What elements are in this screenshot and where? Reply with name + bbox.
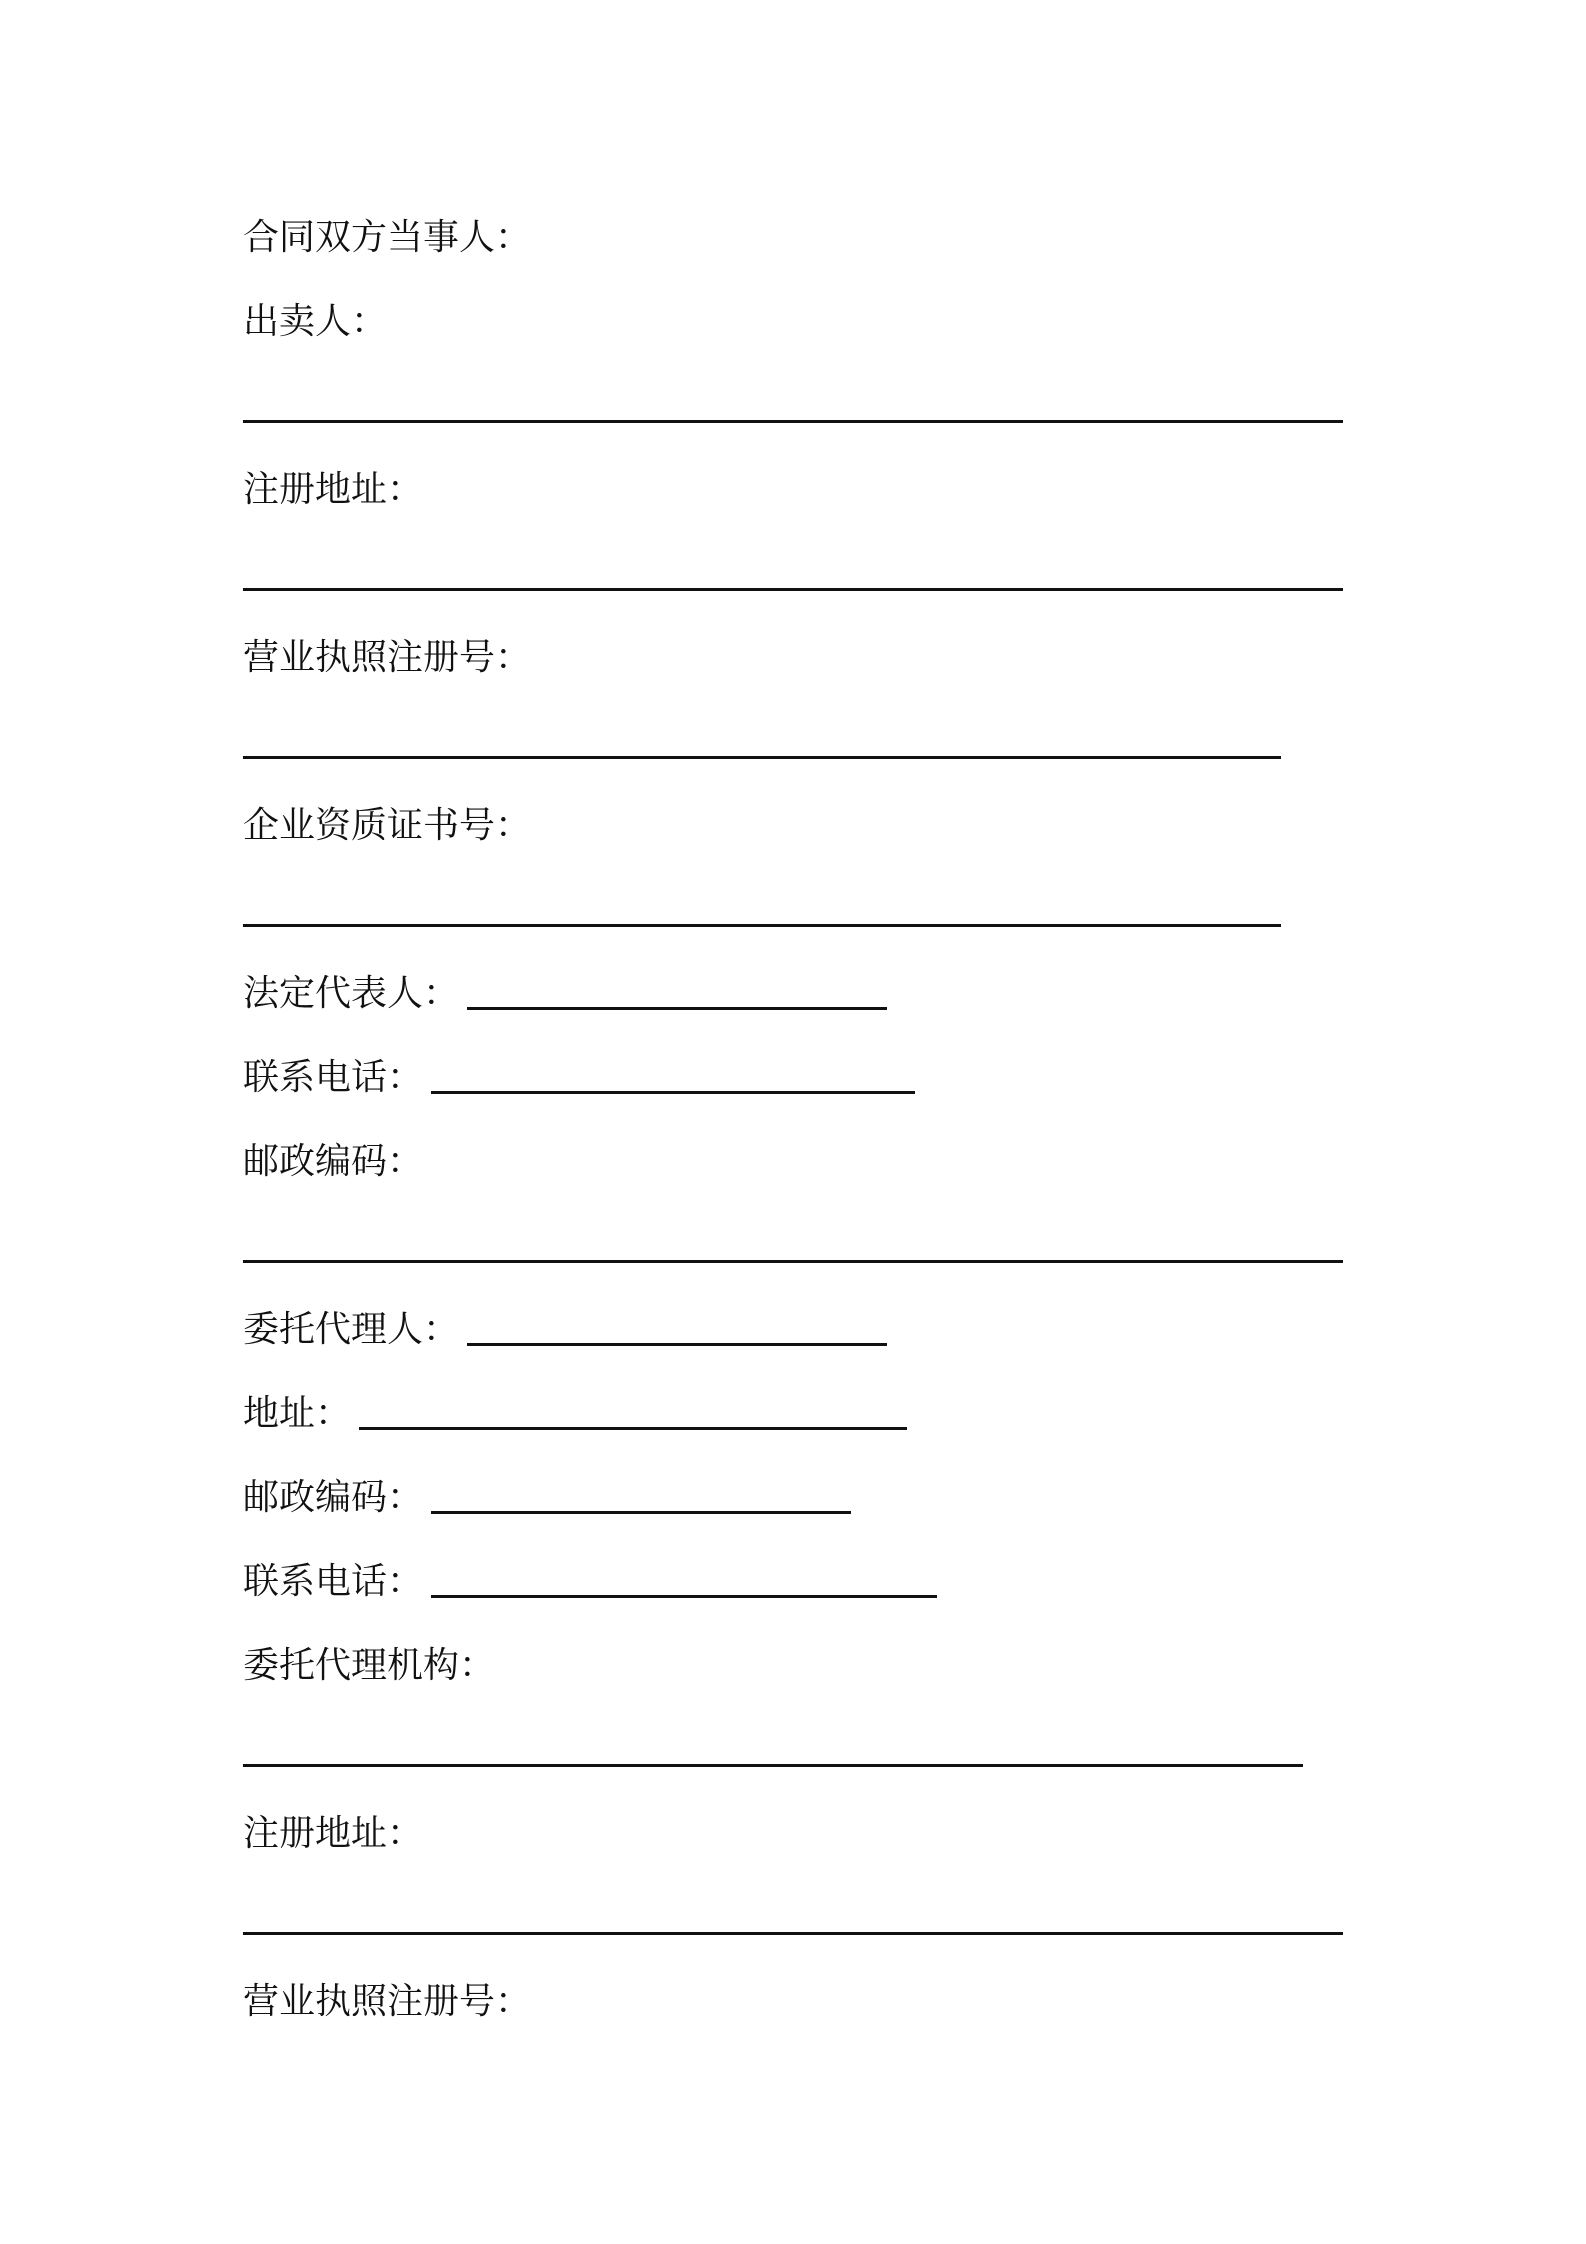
seller-address-row [243, 448, 1343, 532]
seller-phone-label: 联系电话： [243, 1057, 424, 1098]
seller-address-blank-row [243, 532, 1343, 616]
seller-qualification-blank-row [243, 868, 1343, 952]
agent-phone-row [243, 1540, 1343, 1624]
seller-postal-blank-line[interactable] [243, 1260, 1343, 1263]
agency-label: 委托代理机构： [243, 1645, 496, 1686]
agency-blank-line[interactable] [243, 1764, 1303, 1767]
seller-postal-blank-row [243, 1204, 1343, 1288]
parties-heading-text: 合同双方当事人： [243, 217, 532, 258]
seller-postal-label: 邮政编码： [243, 1141, 424, 1182]
legal-rep-blank-line[interactable] [467, 1007, 887, 1010]
agent-postal-blank-line[interactable] [431, 1511, 851, 1514]
seller-label: 出卖人： [243, 301, 388, 342]
seller-license-row [243, 616, 1343, 700]
agency-address-label: 注册地址： [243, 1813, 424, 1854]
seller-qualification-label: 企业资质证书号： [243, 805, 532, 846]
agency-row [243, 1624, 1343, 1708]
seller-blank-row [243, 364, 1343, 448]
seller-qualification-blank-line[interactable] [243, 924, 1281, 927]
seller-address-label: 注册地址： [243, 469, 424, 510]
legal-rep-label: 法定代表人： [243, 973, 460, 1014]
agency-license-row [243, 1960, 1343, 2044]
agency-license-label: 营业执照注册号： [243, 1981, 532, 2022]
seller-phone-blank-line[interactable] [431, 1091, 915, 1094]
parties-heading [243, 196, 1343, 280]
seller-qualification-row [243, 784, 1343, 868]
agent-row [243, 1288, 1343, 1372]
agent-phone-blank-line[interactable] [431, 1595, 937, 1598]
seller-license-blank-line[interactable] [243, 756, 1281, 759]
seller-address-blank-line[interactable] [243, 588, 1343, 591]
seller-label-row [243, 280, 1343, 364]
agent-blank-line[interactable] [467, 1343, 887, 1346]
legal-rep-row [243, 952, 1343, 1036]
seller-blank-line[interactable] [243, 420, 1343, 423]
agent-address-label: 地址： [243, 1393, 352, 1434]
agent-phone-label: 联系电话： [243, 1561, 424, 1602]
agent-postal-row [243, 1456, 1343, 1540]
seller-license-label: 营业执照注册号： [243, 637, 532, 678]
agent-postal-label: 邮政编码： [243, 1477, 424, 1518]
seller-phone-row [243, 1036, 1343, 1120]
agent-address-blank-line[interactable] [359, 1427, 907, 1430]
agent-address-row [243, 1372, 1343, 1456]
contract-form [243, 196, 1343, 2044]
agent-label: 委托代理人： [243, 1309, 460, 1350]
seller-postal-row [243, 1120, 1343, 1204]
agency-blank-row [243, 1708, 1343, 1792]
agency-address-blank-line[interactable] [243, 1932, 1343, 1935]
agency-address-row [243, 1792, 1343, 1876]
agency-address-blank-row [243, 1876, 1343, 1960]
seller-license-blank-row [243, 700, 1343, 784]
